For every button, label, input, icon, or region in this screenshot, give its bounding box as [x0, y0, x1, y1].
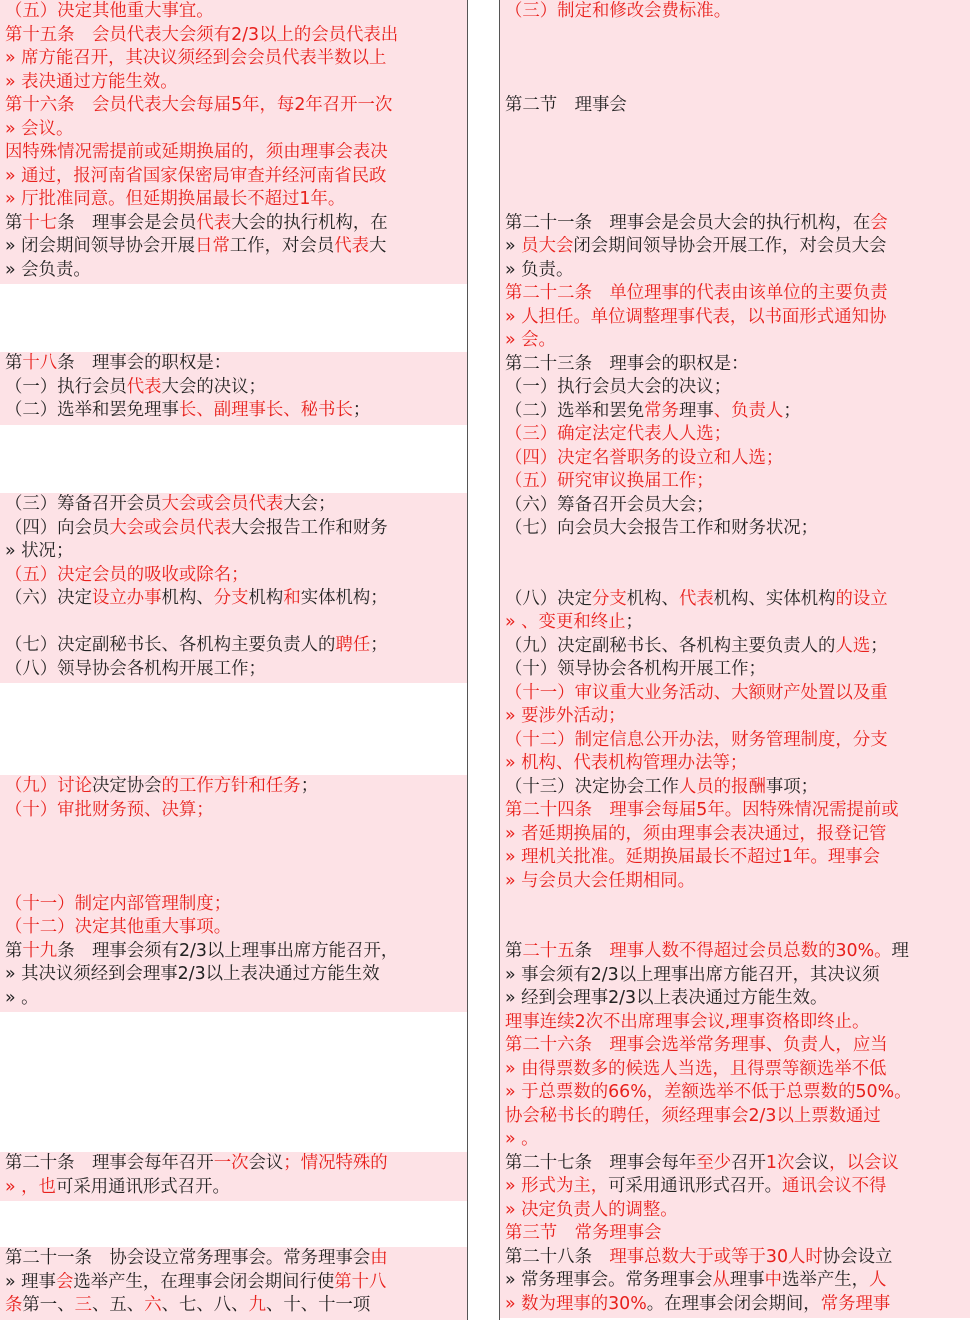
text-line — [505, 1222, 662, 1245]
changed-text-run: » 者延期换届的，须由理事会表决通过，报登记管 — [505, 823, 887, 844]
text-run: » — [505, 236, 522, 256]
text-run: 第二十三条 理事会的职权是： — [505, 353, 749, 374]
changed-text-run: » 由得票数多的候选人当选，且得票等额选举不低 — [505, 1058, 887, 1079]
text-run: » 理事 — [5, 1271, 56, 1292]
changed-text-run: （十一）审议重大业务活动、大额财产处置以及重 — [505, 682, 888, 703]
text-run: 大会的决议； — [161, 376, 266, 397]
changed-text-run: 第十八 — [334, 1271, 387, 1292]
changed-text-run: ；情况特殊的 — [283, 1153, 388, 1173]
text-run: » 常务理事会。常务理事会 — [505, 1270, 713, 1290]
column-divider-left — [467, 0, 468, 1320]
text-line — [5, 987, 39, 1010]
text-run: 大会； — [283, 494, 336, 514]
text-line — [5, 71, 178, 94]
text-line — [505, 1034, 888, 1057]
changed-text-run: 员大会 — [521, 236, 574, 256]
changed-text-run: 第三节 常务理事会 — [505, 1223, 662, 1243]
changed-text-run: » 形式为主， — [505, 1176, 609, 1196]
text-run: 大 — [369, 236, 387, 256]
text-line — [505, 682, 888, 705]
text-run: 机构、 — [626, 588, 679, 609]
text-line — [505, 611, 643, 634]
changed-text-run: 第二十二条 单位理事的代表由该单位的主要负责 — [505, 283, 888, 303]
text-line — [505, 1152, 899, 1175]
changed-text-run: 分支 — [213, 588, 249, 608]
changed-text-run: 代表 — [196, 212, 232, 233]
changed-text-run: 代表 — [678, 588, 714, 609]
text-line — [5, 940, 398, 963]
changed-text-run: 分支 — [591, 588, 627, 609]
text-run: （八）决定 — [505, 588, 592, 609]
text-run: 条 — [574, 941, 610, 961]
changed-text-run: 理事连续2次不出席理事会议,理事资格即终止。 — [505, 1011, 870, 1032]
changed-text-run: 人 — [869, 1270, 887, 1290]
changed-text-run: 常务 — [644, 400, 679, 421]
text-run: 可采用通讯形式召开。 — [608, 1176, 783, 1196]
text-run: 事项； — [765, 776, 819, 797]
changed-text-run: 1次 — [765, 1152, 795, 1173]
text-run: （九）决定副秘书长、各机构主要负责人的 — [505, 635, 836, 656]
text-line — [505, 447, 783, 470]
changed-text-run: 条 — [5, 1295, 23, 1315]
text-line — [505, 1199, 678, 1222]
changed-text-run: » 决定负责人的调整。 — [505, 1199, 678, 1220]
text-line — [5, 259, 91, 282]
text-line — [505, 259, 573, 282]
text-run: 理 — [891, 941, 909, 961]
text-run: » 状况； — [5, 541, 74, 561]
changed-text-run: 会 — [870, 212, 888, 233]
text-run: » 。 — [5, 987, 39, 1008]
changed-text-run: 代表 — [126, 376, 162, 397]
changed-text-run: » 于总票数的66%，差额选举不低于总票数的50%。 — [505, 1082, 912, 1102]
changed-text-run: （三）制定和修改会费标准。 — [505, 1, 732, 21]
text-line — [5, 493, 335, 516]
text-line — [505, 517, 818, 540]
text-line — [5, 775, 318, 798]
changed-text-run: 协会秘书长的聘任，须经理事会2/3以上票数通过 — [505, 1105, 881, 1126]
text-run: 协会设立 — [822, 1246, 893, 1267]
text-line — [505, 494, 714, 517]
text-line — [505, 1293, 890, 1316]
text-run: 第 — [505, 941, 523, 961]
text-run: 理事 — [678, 400, 714, 421]
text-run: 、七、八、 — [161, 1295, 249, 1315]
text-line — [505, 705, 626, 728]
text-line — [505, 94, 627, 117]
text-run: 第一、 — [22, 1295, 75, 1315]
text-run: 决定协会 — [91, 776, 162, 796]
text-run: 、十、十一项 — [265, 1295, 371, 1315]
changed-text-run: 中 — [764, 1270, 783, 1290]
text-line — [5, 916, 231, 939]
text-line — [5, 799, 214, 822]
changed-text-run: 的工作方针和任务 — [161, 776, 301, 796]
right-column-new-text — [500, 0, 970, 1320]
text-line — [505, 588, 888, 611]
text-run: » 会负责。 — [5, 259, 91, 280]
text-run: 第 — [5, 353, 23, 373]
changed-text-run: » 理机关批准。延期换届最长不超过1年。理事会 — [505, 847, 881, 867]
text-line — [505, 846, 880, 869]
text-run: ； — [870, 635, 888, 656]
text-line — [505, 776, 818, 799]
text-run: 第 — [5, 212, 23, 233]
changed-text-run: （五）决定其他重大事宜。 — [5, 1, 214, 21]
text-line — [5, 141, 388, 164]
text-line — [5, 376, 266, 399]
text-run: （十三）决定协会工作 — [505, 776, 679, 797]
changed-text-run: 长、副理事长、秘书长 — [178, 400, 353, 420]
text-run: ； — [625, 612, 643, 632]
text-line — [5, 963, 380, 986]
text-run: （一）执行会员大会的决议； — [505, 377, 732, 397]
changed-text-run: 十八 — [22, 353, 58, 373]
changed-text-run: 理事人数不得超过会员总数的30%。 — [609, 941, 892, 961]
text-run: 大会报告工作和财务 — [231, 517, 388, 538]
text-line — [505, 282, 888, 305]
text-line — [505, 987, 827, 1010]
changed-text-run: 人选 — [835, 635, 871, 656]
text-line — [5, 1271, 386, 1294]
text-line — [5, 0, 214, 23]
text-line — [505, 400, 801, 423]
changed-text-run: 因特殊情况需提前或延期换届的，须由理事会表决 — [5, 142, 388, 162]
text-line — [5, 517, 388, 540]
changed-text-run: » 通过，报河南省国家保密局审查并经河南省民政 — [5, 165, 387, 186]
text-run: 实体机构； — [300, 588, 388, 608]
changed-text-run: 第二十四条 理事会每届5年。因特殊情况需提前或 — [505, 800, 899, 820]
changed-text-run: 和 — [283, 588, 301, 608]
changed-text-run: » 会。 — [505, 330, 556, 350]
text-run: （一）执行会员 — [5, 376, 127, 397]
changed-text-run: 一次 — [213, 1153, 249, 1173]
text-run: （七）决定副秘书长、各机构主要负责人的 — [5, 635, 336, 655]
changed-text-run: 、负责人 — [713, 400, 784, 421]
changed-text-run: » 要涉外活动； — [505, 706, 626, 726]
text-run: 机构、 — [161, 588, 214, 608]
text-run: 工作，对会员 — [229, 236, 335, 256]
text-line — [505, 799, 899, 822]
changed-text-run: （三）确定法定代表人人选； — [505, 424, 732, 444]
text-line — [505, 0, 731, 23]
text-run: » 闭会期间领导协会开展 — [5, 236, 196, 256]
text-line — [505, 1246, 892, 1269]
text-run: 会议 — [248, 1153, 284, 1173]
text-run: ； — [783, 400, 801, 421]
text-run: » 其决议须经到会理事2/3以上表决通过方能生效 — [5, 964, 380, 984]
text-line — [5, 634, 388, 657]
changed-text-run: 会 — [55, 1271, 74, 1292]
changed-text-run: » 与会员大会任期相同。 — [505, 870, 696, 891]
changed-text-run: ，以会议 — [829, 1152, 899, 1173]
text-line — [5, 893, 231, 916]
text-line — [505, 1105, 881, 1128]
text-line — [505, 635, 888, 658]
text-run: » 事会须有2/3以上理事出席方能召开，其决议须 — [505, 964, 880, 985]
changed-text-run: » 厅批准同意。但延期换届最长不超过1年。 — [5, 189, 346, 209]
text-run: 第二十八条 — [505, 1246, 610, 1267]
text-run: 第二节 理事会 — [505, 95, 627, 115]
changed-text-run: 大会或会员代表 — [109, 517, 232, 538]
changed-text-run: 通讯会议不得 — [782, 1176, 887, 1196]
changed-text-run: （九）讨论 — [5, 776, 92, 796]
text-line — [505, 1175, 886, 1198]
text-line — [5, 587, 388, 610]
changed-text-run: （五）决定会员的吸收或除名； — [5, 564, 249, 585]
text-line — [5, 564, 248, 587]
text-run: 选举产生，在理事会闭会期间行使 — [73, 1271, 335, 1292]
text-line — [505, 423, 731, 446]
changed-text-run: 的设立 — [835, 588, 888, 609]
text-run: 机构 — [248, 588, 284, 608]
text-line — [505, 1081, 912, 1104]
text-run: （七）向会员大会报告工作和财务状况； — [505, 518, 819, 538]
text-line — [505, 329, 556, 352]
text-line — [505, 353, 748, 376]
changed-text-run: » 数为理事的30% — [505, 1293, 647, 1314]
text-run: （二）选举和罢免 — [505, 400, 645, 421]
changed-text-run: » 会议。 — [5, 118, 74, 139]
text-line — [5, 94, 392, 117]
changed-text-run: » ，也 — [5, 1176, 56, 1197]
text-line — [505, 306, 886, 329]
text-line — [5, 658, 266, 681]
text-run: （十）领导协会各机构开展工作； — [505, 659, 766, 679]
text-run: 可采用通讯形式召开。 — [55, 1176, 230, 1197]
changed-text-run: » 、变更和终止 — [505, 612, 626, 632]
text-line — [505, 940, 909, 963]
changed-text-run: » 。 — [505, 1129, 539, 1149]
text-run: 机构、实体机构 — [713, 588, 836, 609]
changed-text-run: 十九 — [22, 940, 58, 961]
changed-text-run: 第十五条 会员代表大会须有2/3以上的会员代表出 — [5, 24, 399, 45]
left-column-old-text — [0, 0, 467, 1320]
changed-text-run: 六 — [144, 1295, 162, 1315]
text-run: 召开 — [731, 1152, 766, 1173]
changed-text-run: 十七 — [22, 212, 58, 233]
text-run: 理事 — [729, 1270, 765, 1290]
text-run: 、五、 — [92, 1295, 145, 1315]
text-run: » 负责。 — [505, 259, 574, 280]
text-line — [5, 399, 370, 422]
changed-text-run: （十）审批财务预、决算； — [5, 799, 214, 820]
text-run: 条 理事会须有2/3以上理事出席方能召开， — [57, 940, 399, 961]
text-run: （四）向会员 — [5, 517, 110, 538]
changed-text-run: 至少 — [696, 1152, 732, 1173]
changed-text-run: 日常 — [195, 236, 230, 256]
text-line — [5, 540, 73, 563]
changed-text-run: 常务理事 — [820, 1293, 891, 1314]
text-line — [505, 1269, 886, 1292]
changed-text-run: 第二十六条 理事会选举常务理事、负责人，应当 — [505, 1035, 888, 1055]
text-line — [5, 1152, 388, 1175]
text-run: 选举产生， — [782, 1270, 870, 1290]
text-line — [5, 24, 398, 47]
text-run: （三）筹备召开会员 — [5, 494, 162, 514]
changed-text-run: 第十六条 会员代表大会每届5年，每2年召开一次 — [5, 95, 393, 115]
changed-text-run: （十一）制定内部管理制度； — [5, 893, 232, 914]
changed-text-run: » 机构、代表机构管理办法等； — [505, 753, 748, 773]
text-line — [505, 752, 747, 775]
changed-text-run: 由 — [370, 1248, 388, 1268]
text-run: 大会的执行机构，在 — [231, 212, 388, 233]
text-run: 第二十一条 协会设立常务理事会。常务理事会 — [5, 1248, 371, 1268]
text-run: （六）决定 — [5, 588, 92, 608]
changed-text-run: » 席方能召开，其决议须经到会会员代表半数以上 — [5, 48, 387, 68]
text-line — [505, 658, 766, 681]
text-line — [505, 964, 880, 987]
text-line — [505, 870, 695, 893]
text-run: 第二十七条 理事会每年 — [505, 1152, 697, 1173]
text-run: 会议 — [794, 1152, 830, 1173]
changed-text-run: （五）研究审议换届工作； — [505, 471, 714, 491]
text-line — [5, 47, 386, 70]
text-line — [505, 1128, 539, 1151]
changed-text-run: » 表决通过方能生效。 — [5, 71, 178, 92]
text-line — [5, 118, 73, 141]
text-run: 条 理事会是会员 — [57, 212, 197, 233]
text-line — [5, 188, 345, 211]
changed-text-run: （四）决定名誉职务的设立和人选； — [505, 447, 784, 468]
changed-text-run: 代表 — [334, 236, 370, 256]
text-line — [505, 729, 888, 752]
changed-text-run: » 人担任。单位调整理事代表，以书面形式通知协 — [505, 306, 887, 327]
text-run: 。在理事会闭会期间， — [646, 1293, 821, 1314]
changed-text-run: 人员的报酬 — [678, 776, 766, 797]
text-run: ； — [352, 400, 371, 420]
text-run: （六）筹备召开会员大会； — [505, 494, 714, 515]
text-line — [5, 1294, 370, 1317]
text-run: 第二十条 理事会每年召开 — [5, 1153, 214, 1173]
text-line — [505, 235, 886, 258]
text-line — [5, 352, 231, 375]
text-run: （二）选举和罢免理事 — [5, 400, 179, 420]
changed-text-run: 设立办事 — [91, 588, 162, 608]
text-line — [505, 376, 731, 399]
text-run: 条 理事会的职权是： — [57, 353, 232, 373]
text-line — [505, 470, 714, 493]
text-line — [5, 165, 386, 188]
changed-text-run: 聘任 — [335, 635, 371, 655]
text-line — [5, 1176, 230, 1199]
text-run: 闭会期间领导协会开展工作，对会员大会 — [573, 236, 887, 256]
text-run: » 经到会理事2/3以上表决通过方能生效。 — [505, 988, 828, 1008]
changed-text-run: 九 — [248, 1295, 266, 1315]
changed-text-run: 大会或会员代表 — [161, 494, 284, 514]
changed-text-run: （十二）决定其他重大事项。 — [5, 917, 232, 937]
changed-text-run: 三 — [74, 1295, 92, 1315]
text-line — [505, 1011, 869, 1034]
text-line — [5, 212, 388, 235]
text-run: 第 — [5, 940, 23, 961]
text-line — [5, 235, 386, 258]
changed-text-run: 二十五 — [522, 941, 575, 961]
text-run: （八）领导协会各机构开展工作； — [5, 658, 266, 679]
text-run: ； — [300, 776, 319, 796]
text-line — [505, 1058, 886, 1081]
text-line — [5, 1247, 388, 1270]
text-run: 第二十一条 理事会是会员大会的执行机构，在 — [505, 212, 871, 233]
text-line — [505, 212, 888, 235]
text-line — [505, 823, 886, 846]
changed-text-run: 从 — [712, 1270, 730, 1290]
text-run: ； — [370, 635, 388, 655]
changed-text-run: （十二）制定信息公开办法，财务管理制度，分支 — [505, 729, 888, 750]
changed-text-run: 理事总数大于或等于30人时 — [609, 1246, 823, 1267]
